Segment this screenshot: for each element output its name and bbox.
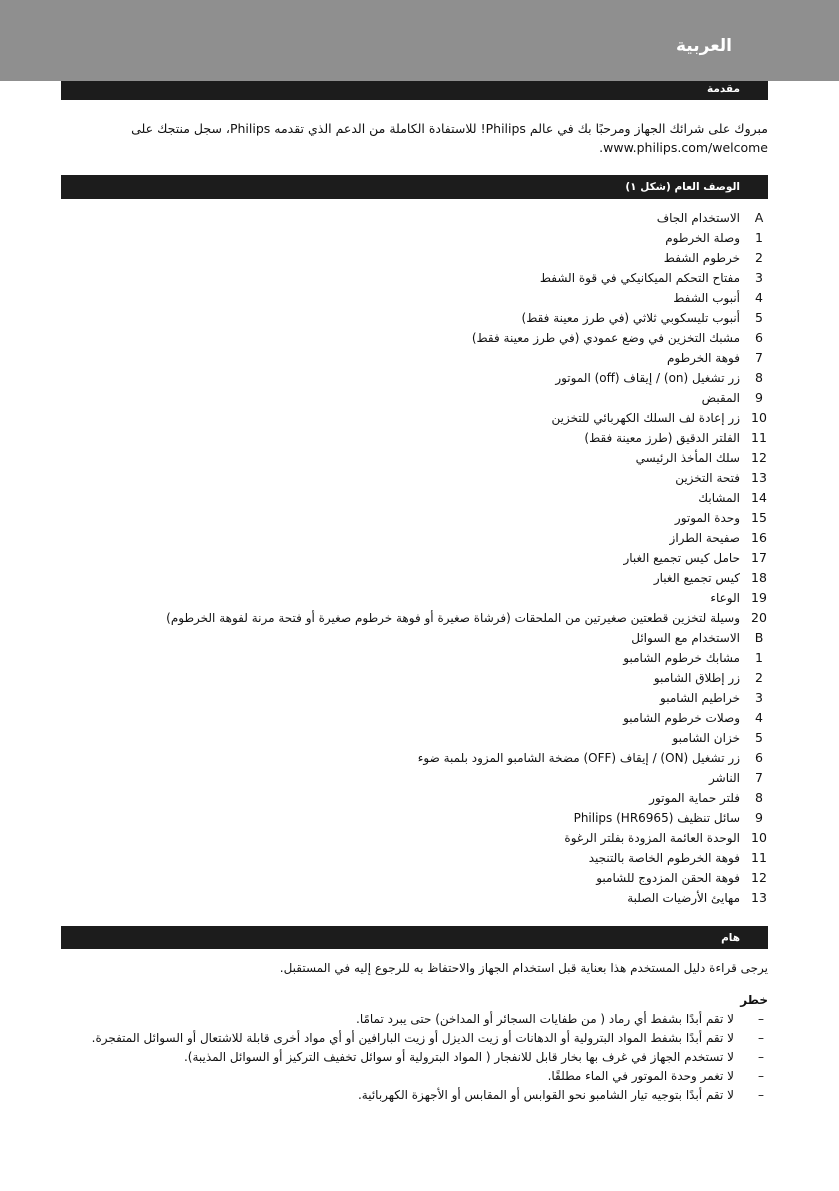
part-label: صفيحة الطراز [669,531,740,545]
part-key: 12 [751,450,767,465]
section-bar-general-description [61,175,768,199]
part-label: الاستخدام الجاف [656,211,740,225]
part-item [100,848,768,868]
part-key: 1 [755,650,763,665]
part-key: B [754,630,764,645]
part-item [100,328,768,348]
part-key: 15 [751,510,767,525]
part-item [100,568,768,588]
part-item [100,688,768,708]
part-label: المشابك [698,491,740,505]
part-key: 1 [755,230,763,245]
warning-item [90,1048,768,1067]
part-key: 13 [751,470,767,485]
part-item [100,828,768,848]
part-item [100,728,768,748]
part-key: 11 [751,430,767,445]
part-label: الناشر [709,771,740,785]
part-label: الوحدة العائمة المزودة بفلتر الرغوة [564,831,740,845]
part-item [100,748,768,768]
warning-text: لا تقم أبدًا بتوجيه تيار الشامبو نحو القوابس أو المقابس أو الأجهزة الكهربائية. [357,1088,734,1102]
warning-text: لا تقم أبدًا بشفط المواد البترولية أو الدهانات أو زيت الديزل أو زيت البارافين أو أي مواد أخرى قابلة للاشتعال أو السوائل المتفجرة. [91,1031,734,1045]
part-key: 7 [755,350,763,365]
part-item [100,808,768,828]
part-item [100,388,768,408]
bullet-dash: – [758,1088,764,1102]
part-item [100,528,768,548]
part-key: 4 [755,290,763,305]
part-key: 10 [751,830,767,845]
part-label: المقبض [701,391,740,405]
part-item [100,548,768,568]
part-key: 8 [755,370,763,385]
part-label: فلتر حماية الموتور [649,791,740,805]
part-key: 8 [755,790,763,805]
warning-item [90,1086,768,1105]
part-key: 10 [751,410,767,425]
part-key: 11 [751,850,767,865]
section-bar-intro [61,81,768,100]
part-label: خزان الشامبو [672,731,740,745]
part-key: 7 [755,770,763,785]
part-item [100,668,768,688]
part-label: فوهة الخرطوم الخاصة بالتنجيد [588,851,740,865]
part-label: وصلات خرطوم الشامبو [623,711,740,725]
parts-list [100,208,768,908]
part-item [100,868,768,888]
part-label: فوهة الخرطوم [666,351,740,365]
part-key: 6 [755,750,763,765]
part-label: مشبك التخزين في وضع عمودي (في طرز معينة فقط) [471,331,740,345]
part-key: 2 [755,250,763,265]
part-item [100,308,768,328]
bullet-dash: – [758,1050,764,1064]
part-label: سلك المأخذ الرئيسي [635,451,740,465]
warning-text: لا تستخدم الجهاز في غرف بها بخار قابل للانفجار ( المواد البترولية أو سوائل تخفيف التركيز أو السوائل المذيبة). [183,1050,734,1064]
part-item [100,508,768,528]
part-label: فتحة التخزين [675,471,740,485]
part-label: زر إطلاق الشامبو [653,671,740,685]
part-key: 3 [755,690,763,705]
part-item [100,608,768,628]
part-key: 2 [755,670,763,685]
part-label: زر إعادة لف السلك الكهربائي للتخزين [551,411,740,425]
part-item [100,588,768,608]
intro-paragraph [90,119,768,157]
part-item [100,228,768,248]
part-item [100,208,768,228]
part-label: الفلتر الدقيق (طرز معينة فقط) [584,431,740,445]
language-header-bar [0,0,839,81]
part-key: 3 [755,270,763,285]
section-bar-important [61,926,768,949]
part-item [100,248,768,268]
part-item [100,488,768,508]
part-label: الاستخدام مع السوائل [631,631,740,645]
bullet-dash: – [758,1069,764,1083]
part-item [100,788,768,808]
part-item [100,628,768,648]
warning-text: لا تقم أبدًا بشفط أي رماد ( من طفايات السجائر أو المداخن) حتى يبرد تمامًا. [356,1012,734,1026]
part-key: 5 [755,310,763,325]
part-item [100,648,768,668]
part-item [100,348,768,368]
part-label: مهايئ الأرضيات الصلبة [627,891,740,905]
part-label: سائل تنظيف (HR6965) Philips [573,811,740,825]
part-label: خرطوم الشفط [663,251,740,265]
warning-item [90,1067,768,1086]
part-label: خراطيم الشامبو [660,691,740,705]
part-label: أنبوب الشفط [673,291,740,305]
part-key: 5 [755,730,763,745]
part-key: 12 [751,870,767,885]
part-label: وصلة الخرطوم [665,231,740,245]
part-key: 20 [751,610,767,625]
part-label: أنبوب تليسكوبي ثلاثي (في طرز معينة فقط) [521,311,740,325]
part-key: 4 [755,710,763,725]
warning-text: لا تغمر وحدة الموتور في الماء مطلقًا. [547,1069,734,1083]
important-intro: يرجى قراءة دليل المستخدم هذا بعناية قبل استخدام الجهاز والاحتفاظ به للرجوع إليه في المستقبل. [279,961,768,975]
part-key: 6 [755,330,763,345]
part-item [100,888,768,908]
part-label: مشابك خرطوم الشامبو [623,651,740,665]
part-label: زر تشغيل (on) / إيقاف (off) الموتور [555,371,740,385]
part-item [100,468,768,488]
danger-heading: خطر [740,993,768,1007]
part-item [100,268,768,288]
danger-warning-list [90,1010,768,1105]
warning-item [90,1029,768,1048]
part-key: A [754,210,764,225]
part-key: 14 [751,490,767,505]
part-key: 13 [751,890,767,905]
bullet-dash: – [758,1031,764,1045]
part-item [100,448,768,468]
part-key: 18 [751,570,767,585]
part-label: وسيلة لتخزين قطعتين صغيرتين من الملحقات (فرشاة صغيرة أو فوهة خرطوم صغيرة أو فتحة مرنة لفوهة الخرطوم) [166,611,740,625]
part-label: كيس تجميع الغبار [653,571,740,585]
part-item [100,408,768,428]
section-title-general-description: الوصف العام (شكل ١) [625,181,740,193]
part-item [100,428,768,448]
section-title-important: هام [721,932,740,944]
part-item [100,368,768,388]
part-key: 16 [751,530,767,545]
part-label: مفتاح التحكم الميكانيكي في قوة الشفط [539,271,740,285]
part-label: زر تشغيل (ON) / إيقاف (OFF) مضخة الشامبو المزود بلمبة ضوء [417,751,740,765]
part-label: الوعاء [710,591,740,605]
part-label: فوهة الحقن المزدوج للشامبو [596,871,740,885]
language-title: العربية [675,36,732,56]
part-item [100,768,768,788]
section-title-intro: مقدمة [707,83,740,95]
part-label: حامل كيس تجميع الغبار [623,551,740,565]
part-key: 19 [751,590,767,605]
part-key: 9 [755,810,763,825]
part-key: 9 [755,390,763,405]
bullet-dash: – [758,1012,764,1026]
intro-line-2: www.philips.com/welcome. [599,140,768,155]
part-item [100,288,768,308]
warning-item [90,1010,768,1029]
intro-line-1: مبروك على شرائك الجهاز ومرحبًا بك في عالم Philips! للاستفادة الكاملة من الدعم الذي تقدمه Philips، سجل منتجك على [131,121,768,136]
part-key: 17 [751,550,767,565]
part-label: وحدة الموتور [674,511,740,525]
part-item [100,708,768,728]
